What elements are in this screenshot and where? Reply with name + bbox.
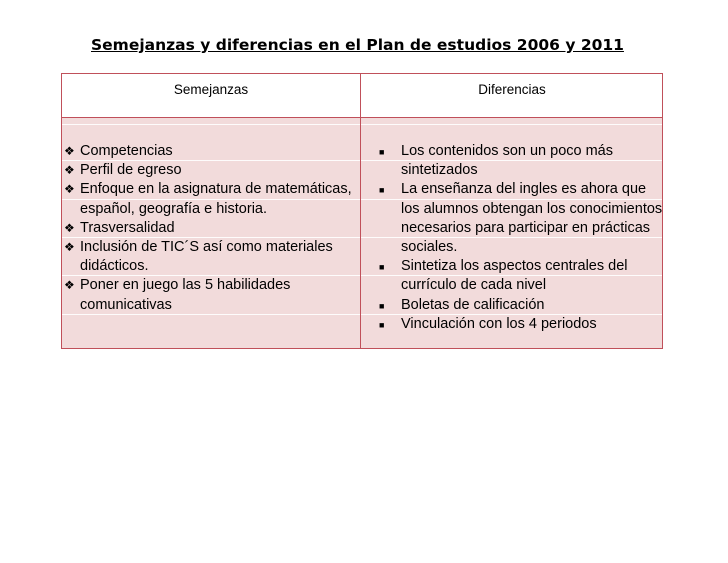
diamond-bullet-icon: ❖: [64, 220, 75, 235]
list-item: ❖ Perfil de egreso: [64, 161, 358, 180]
list-item: ❖ Inclusión de TIC´S así como materiales didácticos.: [64, 239, 333, 275]
list-item: ■ Vinculación con los 4 periodos: [375, 315, 667, 334]
list-item: ❖ Poner en juego las 5 habilidades comunicativas: [64, 277, 291, 313]
list-item: ■ Los contenidos son un poco más sintetizados: [379, 143, 613, 179]
list-item: ❖ Enfoque en la asignatura de matemáticas, español, geografía e historia.: [64, 181, 352, 217]
diamond-bullet-icon: ❖: [64, 163, 75, 178]
list-item: ■ La enseñanza del ingles es ahora que los alumnos obtengan los conocimientos necesarios para participar en prácticas sociales.: [379, 181, 663, 256]
diamond-bullet-icon: ❖: [64, 182, 75, 197]
column-divider: [360, 74, 361, 348]
square-bullet-icon: ■: [379, 147, 385, 157]
page-title: Semejanzas y diferencias en el Plan de estudios 2006 y 2011: [91, 36, 624, 54]
semejanzas-list: [64, 142, 358, 315]
table-header-row: [62, 74, 662, 118]
header-semejanzas: Semejanzas: [173, 82, 249, 97]
list-item: ❖ Competencias: [64, 142, 358, 161]
square-bullet-icon: ■: [379, 300, 385, 311]
list-item: ■ Boletas de calificación: [375, 296, 667, 315]
square-bullet-icon: ■: [379, 319, 385, 330]
comparison-table: [61, 73, 663, 349]
row-gridline: [62, 124, 662, 125]
diferencias-list: [375, 142, 667, 334]
list-item: ❖ Trasversalidad: [64, 219, 358, 238]
square-bullet-icon: ■: [379, 185, 385, 196]
square-bullet-icon: ■: [379, 262, 385, 273]
diamond-bullet-icon: ❖: [64, 144, 75, 158]
header-diferencias: Diferencias: [478, 82, 546, 97]
list-item: ■ Sintetiza los aspectos centrales del currículo de cada nivel: [379, 258, 628, 294]
table-body-row: [62, 118, 662, 348]
diamond-bullet-icon: ❖: [64, 278, 75, 293]
diamond-bullet-icon: ❖: [64, 240, 75, 255]
